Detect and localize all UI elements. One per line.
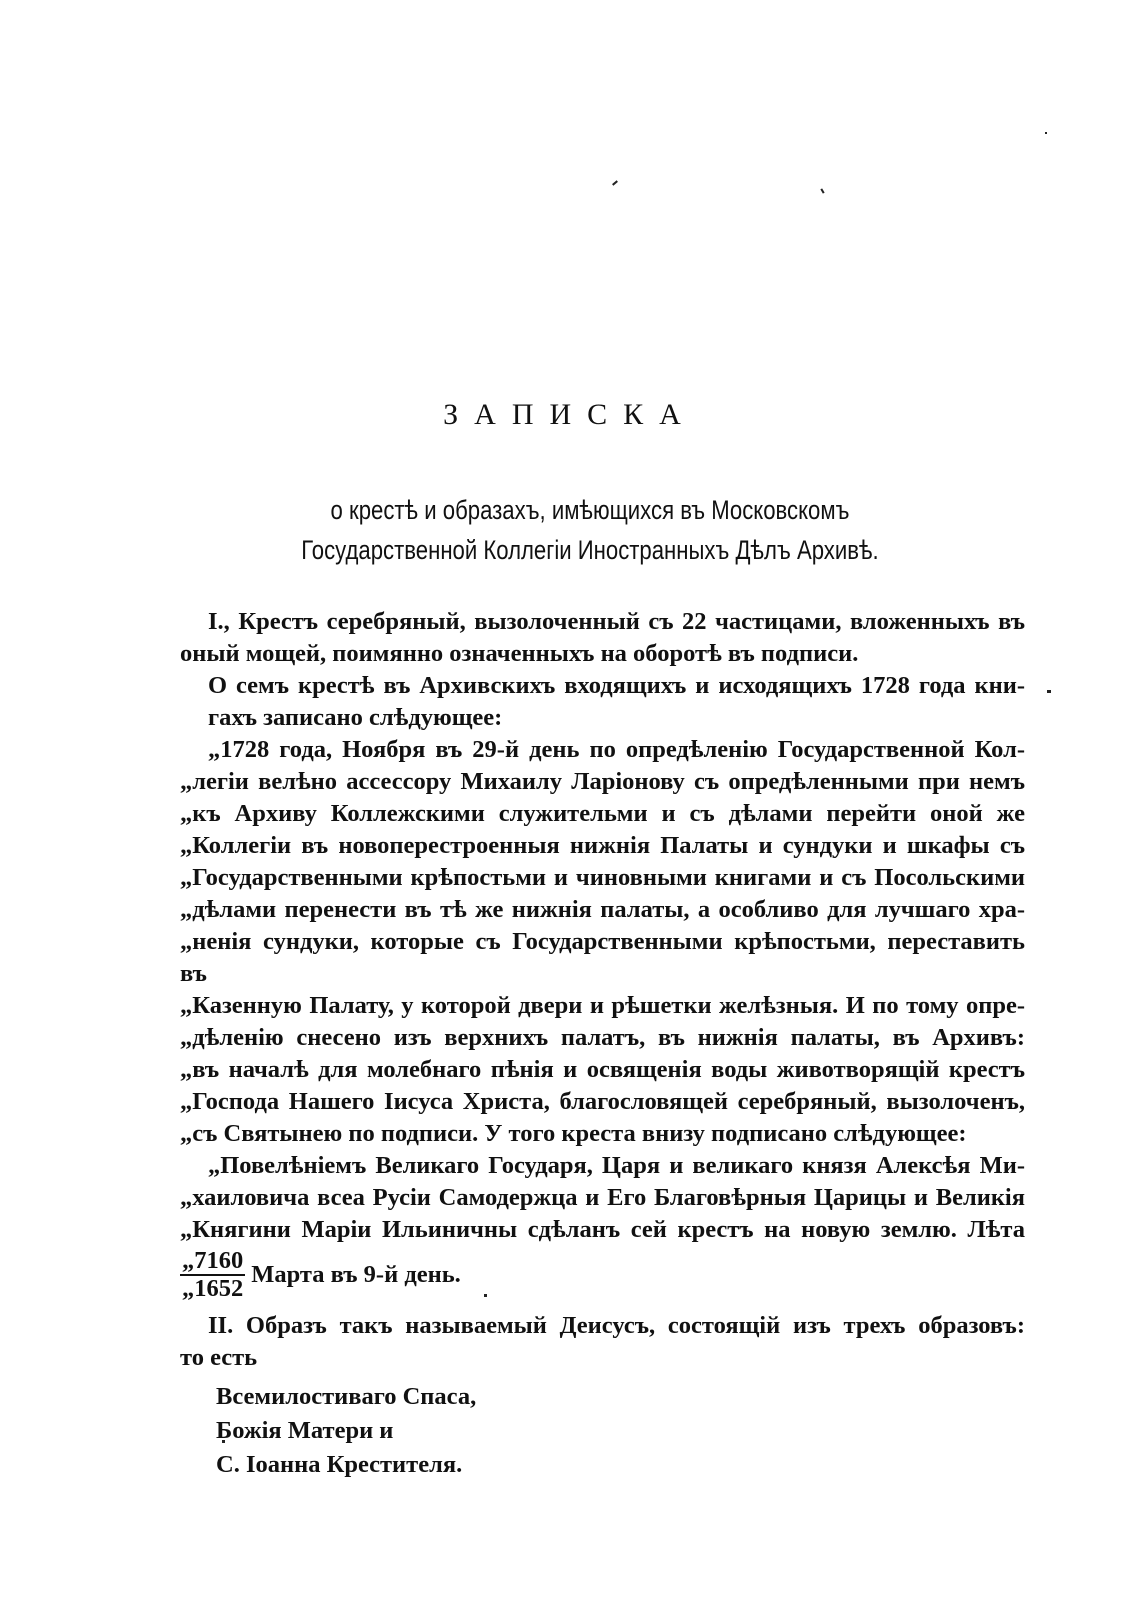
text-line: гахъ записано слѣдующее: (208, 704, 503, 731)
quote-line: „легіи велѣно ассессору Михаилу Ларіонову съ опредѣленными при немъ (180, 768, 1025, 795)
section2 (180, 1310, 1025, 1482)
section1-para2 (180, 670, 1025, 734)
quote-line: „Государственными крѣпостьми и чиновными книгами и съ Посольскими (180, 864, 1025, 891)
quote-line: „къ Архиву Коллежскими служительми и съ дѣлами перейти оной же (180, 800, 1025, 827)
text-line: О семъ крестѣ въ Архивскихъ входящихъ и исходящихъ 1728 года кни- (208, 672, 1025, 699)
quote-line: „Повелѣніемъ Великаго Государя, Царя и великаго князя Алексѣя Ми- (208, 1152, 1025, 1179)
quote-line: „ненія сундуки, которые съ Государственными крѣпостьми, переставить въ (180, 928, 1025, 987)
quote-line: „Коллегіи въ новоперестроенныя нижнія Палаты и сундуки и шкафы съ (180, 832, 1025, 859)
quote-line: „дѣлами перенести въ тѣ же нижнія палаты, а особливо для лучшаго хра- (180, 896, 1025, 923)
quote-line: „съ Святынею по подписи. У того креста внизу подписано слѣдующее: (180, 1120, 967, 1147)
quote-line: „Казенную Палату, у которой двери и рѣшетки желѣзныя. И по тому опре- (180, 992, 1025, 1019)
quote-line: „Княгини Маріи Ильиничны сдѣланъ сей крестъ на новую землю. Лѣта (180, 1216, 1025, 1243)
quote-block-2 (180, 1150, 1025, 1246)
quote-line: „хаиловича всеа Русіи Самодержца и Его Благовѣрныя Царицы и Великія (180, 1184, 1025, 1211)
list-item: Божія Матери и (216, 1417, 394, 1444)
icon-list (180, 1380, 1025, 1482)
section2-line: то есть (180, 1344, 258, 1371)
date-fraction (180, 1248, 245, 1302)
quote-line: „1728 года, Ноября въ 29-й день по опредѣленію Государственной Кол- (208, 736, 1025, 763)
quote-line: „дѣленію снесено изъ верхнихъ палатъ, въ нижнія палаты, въ Архивъ: (180, 1024, 1025, 1051)
quote-block-1 (180, 734, 1025, 1150)
section2-line: II. Образъ такъ называемый Деисусъ, состоящій изъ трехъ образовъ: (208, 1312, 1025, 1339)
document-title: ЗАПИСКА (443, 398, 697, 431)
list-item: С. Іоанна Крестителя. (216, 1451, 463, 1478)
fraction-numerator: „7160 (182, 1247, 244, 1274)
section1-para1 (180, 606, 1025, 670)
document-body (180, 606, 1025, 1482)
document-subtitle: о крестѣ и образахъ, имѣющихся въ Московскомъ Государственной Коллегіи Иностранныхъ Дѣлъ Архивѣ. (301, 495, 879, 565)
list-item: Всемилостиваго Спаса, (216, 1383, 477, 1410)
fraction-denominator: „1652 (182, 1275, 244, 1302)
date-fraction-row (180, 1248, 1025, 1302)
text-line: оный мощей, поимянно означенныхъ на оборотѣ въ подписи. (180, 640, 859, 667)
text-line: I., Крестъ серебряный, вызолоченный съ 22 частицами, вложенныхъ въ (208, 608, 1025, 635)
quote-line: „въ началѣ для молебнаго пѣнія и освященія воды животворящій крестъ (180, 1056, 1025, 1083)
fraction-text: Марта въ 9-й день. (251, 1261, 461, 1288)
quote-line: „Господа Нашего Іисуса Христа, благословящей серебряный, вызолоченъ, (180, 1088, 1025, 1115)
